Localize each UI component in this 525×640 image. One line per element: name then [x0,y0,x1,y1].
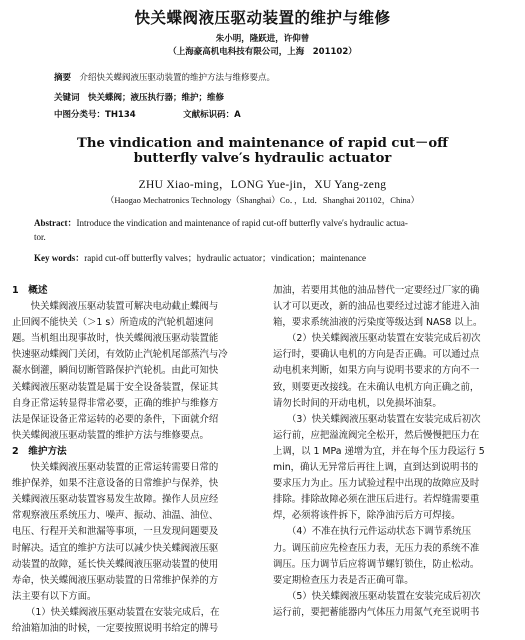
body-line: 运行前，要把蓄能器内气体压力用氮气充至说明书 [273,606,480,618]
section-heading: 1 概述 [12,285,48,296]
affiliation-cn: （上海豪高机电科技有限公司，上海 201102） [168,47,357,57]
body-line: 力。调压前应先检查压力表，无压力表的系统不准 [273,542,480,554]
body-line: 箱，要求系统油液的污染度等级达到 NAS8 以上。 [273,317,483,329]
body-line: 快关蝶阀液压驱动装置的维护方法与维修要点。 [12,429,209,441]
body-line: 快速驱动蝶阀门关闭，有效防止汽轮机尾部蒸汽与冷 [12,349,228,361]
body-line: 致，则要更改接线。在未确认电机方向正确之前， [273,381,480,393]
body-line: 快关蝶阀液压驱动装置可解决电动截止蝶阀与 [12,301,219,313]
doc-code-value: A [234,110,241,120]
keywords-cn-label: 关键词 [54,93,80,103]
authors-cn: 朱小明，隆跃进，许仰曾 [215,34,310,44]
body-line: 维护保养，如果不注意设备的日常维护与保养，快 [12,478,219,490]
body-line: 寿命，快关蝶阀液压驱动装置的日常维护保养的方 [12,574,219,586]
body-line: 调压。压力调节后应将调节螺钉锁住，防止松动。 [273,558,480,570]
keywords-cn-text: 快关蝶阀；液压执行器；维护；维修 [88,93,225,103]
paper-title-en-line2: butterfly valve′s hydraulic actuator [133,151,392,166]
body-column-left [12,283,248,637]
body-line: 关蝶阀液压驱动装置是属于安全设备装置，保证其 [12,381,219,393]
body-line: 运行前，应把溢流阀完全松开，然后慢慢把压力在 [273,429,480,441]
body-line: 要求压力为止。压力试验过程中出现的故障应及时 [273,478,480,490]
body-line: min，确认无异常后再往上调，直到达到说明书的 [273,462,479,474]
section-heading: 2 维护方法 [12,445,67,457]
body-line: 给油箱加油的时候，一定要按照说明书给定的牌号 [12,622,219,634]
classification-line [54,108,241,120]
body-line: 常观察液压系统压力、噪声、振动、油温、油位、 [12,510,219,522]
paper-title-cn: 快关蝶阀液压驱动装置的维护与维修 [134,9,391,27]
body-line: 排除。排除故障必须在泄压后进行。若焊缝需要重 [273,494,480,506]
abstract-cn [54,71,275,83]
body-line: 认才可以更改，新的油品也要经过过滤才能进入油 [273,301,480,313]
body-line: （5）快关蝶阀液压驱动装置在安装完成后初次 [273,590,481,602]
body-line: 运行时，要确认电机的方向是否正确。可以通过点 [273,349,480,361]
body-line: 题。当机组出现事故时，快关蝶阀液压驱动装置能 [12,333,219,345]
abstract-cn-label: 摘要 [54,73,72,83]
abstract-en-text-1: Introduce the vindication and maintenance of rapid cut-off butterfly valve′s hydraulic actua- [76,218,408,228]
affiliation-en: （Haogao Mechatronics Technology（Shanghai）Co．，Ltd．Shanghai 201102，China） [105,195,420,205]
body-line: 法主要有以下方面。 [12,590,97,602]
paper-title-en-line1: The vindication and maintenance of rapid cut－off [77,136,448,151]
keywords-en-label: Key words： [34,253,85,263]
body-line: （1）快关蝶阀液压驱动装置在安装完成后，在 [12,606,220,618]
keywords-cn [54,91,224,103]
keywords-en [34,251,366,264]
body-line: 快关蝶阀液压驱动装置的正常运转需要日常的 [12,462,219,474]
body-line: 动装置的故障，延长快关蝶阀液压驱动装置的使用 [12,558,219,570]
body-line: 请勿长时间的开动电机，以免损坏油泵。 [273,397,442,409]
body-line: 关蝶阀液压驱动装置容易发生故障。操作人员应经 [12,494,219,506]
clc-label: 中图分类号： [54,110,106,120]
body-line: （3）快关蝶阀液压驱动装置在安装完成后初次 [273,413,481,425]
body-line: 上调，以 1 MPa 递增为宜，并在每个压力段运行 5 [273,445,485,457]
body-line: 凝水倒灌，瞬间切断管路保护汽轮机。由此可知快 [12,365,219,377]
body-line: 焊，必须将该件拆下，除净油污后方可焊接。 [273,510,461,522]
body-line: 电压、行程开关和泄漏等事项，一旦发现问题要及 [12,526,219,538]
body-line: 时解决。适宜的维护方法可以减少快关蝶阀液压驱 [12,542,219,554]
body-line: （4）不准在执行元件运动状态下调节系统压 [273,526,472,538]
abstract-en-label: Abstract： [34,218,77,228]
body-line: 加油，若要用其他的油品替代一定要经过厂家的确 [273,285,480,296]
body-line: 法是保证设备正常运转的必要的条件，下面就介绍 [12,413,219,425]
body-column-right [273,283,509,621]
body-line: 止回阀不能快关（＞1 s）所造成的汽轮机超速问 [12,317,214,329]
abstract-cn-text: 介绍快关蝶阀液压驱动装置的维护方法与维修要点。 [79,73,276,83]
body-line: 动电机来判断，如果方向与说明书要求的方向不一 [273,365,480,377]
keywords-en-text: rapid cut-off butterfly valves；hydraulic actuator；vindication；maintenance [84,253,366,263]
body-line: （2）快关蝶阀液压驱动装置在安装完成后初次 [273,333,481,345]
body-line: 要定期检查压力表是否正确可靠。 [273,574,414,586]
authors-en: ZHU Xiao-ming，LONG Yue-jin，XU Yang-zeng [138,179,387,191]
doc-code-label: 文献标识码： [183,110,235,120]
abstract-en-line2: tor. [34,232,46,242]
clc-value: TH134 [105,110,136,120]
body-line: 自身正常运转显得非常必要，正确的维护与维修方 [12,397,219,409]
abstract-en-line1 [34,216,408,229]
